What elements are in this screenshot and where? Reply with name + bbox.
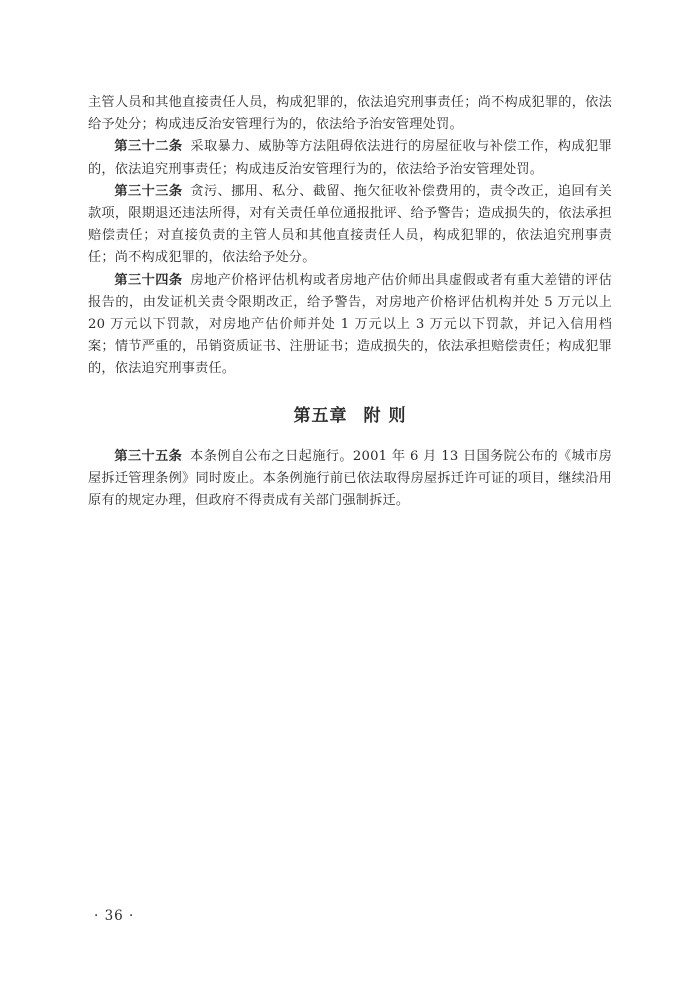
article-33 (88, 181, 612, 270)
paragraph-continuation: 主管人员和其他直接责任人员，构成犯罪的，依法追究刑事责任；尚不构成犯罪的，依法给予处分；构成违反治安管理行为的，依法给予治安管理处罚。 (88, 95, 612, 133)
chapter-number: 第五章 (293, 405, 348, 426)
article-32-text: 采取暴力、威胁等方法阻碍依法进行的房屋征收与补偿工作，构成犯罪的，依法追究刑事责任；构成违反治安管理行为的，依法给予治安管理处罚。 (88, 139, 612, 177)
article-34-text: 房地产价格评估机构或者房地产估价师出具虚假或者有重大差错的评估报告的，由发证机关责令限期改正，给予警告，对房地产价格评估机构并处 5 万元以上 20 万元以下罚款，对房地产估价师并处 1 万元以上 3 万元以下罚款，并记入信用档案；情节严重的，吊销资质证书、注册证书；造成损失的，依法承担赔偿责任；构成犯罪的，依法追究刑事责任。 (88, 272, 612, 377)
page-number: · 36 · (94, 908, 135, 924)
chapter-title: 附 则 (363, 405, 407, 426)
article-35-text: 本条例自公布之日起施行。2001 年 6 月 13 日国务院公布的《城市房屋拆迁管理条例》同时废止。本条例施行前已依法取得房屋拆迁许可证的项目，继续沿用原有的规定办理，但政府不得责成有关部门强制拆迁。 (88, 448, 613, 509)
article-34-label: 第三十四条 (114, 272, 183, 288)
document-body (88, 92, 612, 512)
article-35 (88, 446, 612, 513)
article-34 (88, 270, 612, 381)
article-32-label: 第三十二条 (114, 139, 183, 155)
article-35-label: 第三十五条 (114, 448, 183, 464)
article-33-label: 第三十三条 (114, 183, 183, 199)
article-33-text: 贪污、挪用、私分、截留、拖欠征收补偿费用的，责令改正，追回有关款项，限期退还违法所得，对有关责任单位通报批评、给予警告；造成损失的，依法承担赔偿责任；对直接负责的主管人员和其他直接责任人员，构成犯罪的，依法追究刑事责任；尚不构成犯罪的，依法给予处分。 (88, 183, 612, 266)
chapter-heading (88, 401, 612, 426)
article-32 (88, 136, 612, 180)
